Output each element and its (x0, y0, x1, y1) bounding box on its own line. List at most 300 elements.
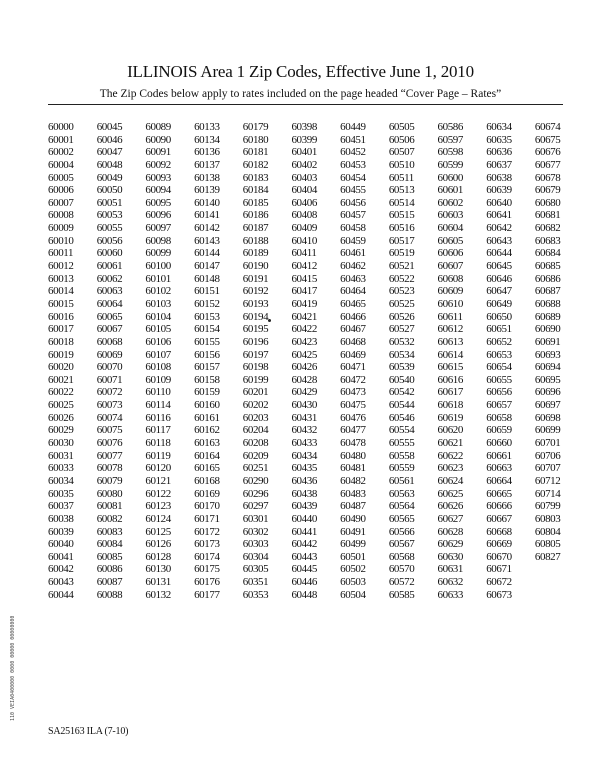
zip-code: 60461 (340, 247, 366, 260)
zip-code: 60011 (48, 247, 74, 260)
zip-code: 60539 (388, 361, 415, 374)
zip-code: 60680 (534, 196, 561, 209)
zip-code: 60007 (48, 196, 74, 209)
zip-code: 60165 (194, 462, 220, 475)
zip-code: 60419 (291, 297, 317, 310)
zip-code: 60190 (242, 260, 269, 273)
zip-code: 60515 (388, 209, 415, 222)
zip-code: 60153 (194, 310, 220, 323)
zip-code: 60019 (48, 348, 74, 361)
zip-code: 60014 (48, 285, 74, 298)
zip-code: 60198 (242, 361, 269, 374)
zip-code: 60482 (340, 474, 366, 487)
zip-column (438, 121, 487, 601)
zip-code: 60033 (48, 462, 74, 475)
zip-code: 60712 (534, 474, 561, 487)
zip-code: 60423 (291, 335, 317, 348)
zip-code: 60651 (486, 323, 512, 336)
zip-code: 60473 (340, 386, 366, 399)
zip-code: 60046 (96, 133, 123, 146)
zip-code: 60081 (96, 500, 123, 513)
zip-code: 60654 (486, 361, 512, 374)
zip-code: 60619 (437, 411, 464, 424)
zip-code: 60617 (437, 386, 464, 399)
zip-code: 60433 (291, 437, 317, 450)
zip-code: 60637 (486, 158, 512, 171)
zip-column (145, 121, 194, 601)
zip-code: 60607 (437, 260, 464, 273)
zip-code: 60296 (242, 487, 269, 500)
zip-code: 60180 (242, 133, 269, 146)
zip-code: 60053 (96, 209, 123, 222)
zip-code: 60132 (145, 588, 171, 601)
zip-code: 60641 (486, 209, 512, 222)
zip-code: 60070 (96, 361, 123, 374)
zip-code: 60428 (291, 373, 317, 386)
zip-code: 60303 (242, 538, 269, 551)
zip-code: 60503 (340, 576, 366, 589)
zip-code: 60665 (486, 487, 512, 500)
zip-code: 60695 (534, 373, 561, 386)
zip-code: 60555 (388, 437, 415, 450)
zip-code: 60679 (534, 184, 561, 197)
page-subtitle: The Zip Codes below apply to rates included on the page headed “Cover Page – Rates” (99, 88, 502, 100)
zip-code: 60290 (242, 474, 269, 487)
zip-code: 60699 (534, 424, 561, 437)
zip-code: 60483 (340, 487, 366, 500)
zip-code: 60696 (534, 386, 561, 399)
zip-code: 60191 (242, 272, 269, 285)
zip-code: 60478 (340, 437, 366, 450)
zip-code: 60088 (96, 588, 123, 601)
zip-code: 60476 (340, 411, 366, 424)
zip-code: 60639 (486, 184, 512, 197)
zip-code: 60134 (194, 133, 220, 146)
zip-code: 60131 (145, 576, 171, 589)
zip-code: 60085 (96, 550, 123, 563)
zip-code: 60055 (96, 222, 123, 235)
zip-column (340, 121, 389, 601)
zip-code: 60638 (486, 171, 512, 184)
zip-code: 60192 (242, 285, 269, 298)
zip-code: 60000 (48, 121, 74, 133)
zip-code: 60647 (486, 285, 512, 298)
zip-code: 60469 (340, 348, 366, 361)
zip-code: 60056 (96, 234, 123, 247)
zip-code: 60468 (340, 335, 366, 348)
zip-code: 60051 (96, 196, 123, 209)
zip-code: 60065 (96, 310, 123, 323)
zip-code: 60158 (194, 373, 220, 386)
zip-code: 60440 (291, 512, 317, 525)
form-id: SA25163 ILA (7-10) (48, 726, 129, 737)
zip-code: 60653 (486, 348, 512, 361)
zip-code: 60657 (486, 399, 512, 412)
zip-code: 60101 (145, 272, 171, 285)
zip-code: 60162 (194, 424, 220, 437)
zip-code: 60020 (48, 361, 74, 374)
zip-column (243, 121, 292, 601)
zip-code: 60091 (145, 146, 171, 159)
zip-code: 60451 (340, 133, 366, 146)
zip-code: 60098 (145, 234, 171, 247)
zip-code: 60675 (534, 133, 561, 146)
zip-code: 60472 (340, 373, 366, 386)
zip-code: 60006 (48, 184, 74, 197)
zip-code: 60603 (437, 209, 464, 222)
zip-code: 60408 (291, 209, 317, 222)
zip-code: 60456 (340, 196, 366, 209)
zip-code: 60645 (486, 260, 512, 273)
zip-code: 60147 (194, 260, 220, 273)
zip-code: 60514 (388, 196, 415, 209)
zip-code: 60172 (194, 525, 220, 538)
zip-code: 60620 (437, 424, 464, 437)
zip-code: 60624 (437, 474, 464, 487)
zip-code: 60452 (340, 146, 366, 159)
zip-code: 60177 (194, 588, 220, 601)
zip-code: 60660 (486, 437, 512, 450)
zip-code: 60507 (388, 146, 415, 159)
zip-code: 60034 (48, 474, 74, 487)
zip-code: 60404 (291, 184, 317, 197)
zip-code: 60195 (242, 323, 269, 336)
zip-code: 60612 (437, 323, 464, 336)
zip-code: 60102 (145, 285, 171, 298)
zip-code: 60546 (388, 411, 415, 424)
zip-code: 60417 (291, 285, 317, 298)
zip-code: 60012 (48, 260, 74, 273)
zip-code: 60443 (291, 550, 317, 563)
zip-code: 60686 (534, 272, 561, 285)
zip-code: 60154 (194, 323, 220, 336)
zip-column (291, 121, 340, 601)
zip-code: 60618 (437, 399, 464, 412)
zip-code: 60133 (194, 121, 220, 133)
title-underline (48, 104, 563, 105)
zip-code: 60119 (145, 449, 171, 462)
zip-code: 60628 (437, 525, 464, 538)
zip-code: 60043 (48, 576, 74, 589)
zip-code: 60677 (534, 158, 561, 171)
zip-code: 60425 (291, 348, 317, 361)
zip-code: 60466 (340, 310, 366, 323)
zip-code: 60475 (340, 399, 366, 412)
zip-code: 60706 (534, 449, 561, 462)
zip-code: 60442 (291, 538, 317, 551)
zip-code: 60173 (194, 538, 220, 551)
zip-code: 60609 (437, 285, 464, 298)
zip-code: 60201 (242, 386, 269, 399)
zip-code: 60432 (291, 424, 317, 437)
zip-code: 60139 (194, 184, 220, 197)
zip-column (486, 121, 535, 601)
zip-code: 60105 (145, 323, 171, 336)
zip-code: 60351 (242, 576, 269, 589)
zip-code: 60502 (340, 563, 366, 576)
zip-code: 60096 (145, 209, 171, 222)
zip-code: 60621 (437, 437, 464, 450)
zip-code: 60633 (437, 588, 464, 601)
zip-code: 60480 (340, 449, 366, 462)
zip-code: 60459 (340, 234, 366, 247)
zip-code: 60506 (388, 133, 415, 146)
zip-code: 60534 (388, 348, 415, 361)
zip-code: 60093 (145, 171, 171, 184)
zip-code: 60110 (145, 386, 171, 399)
zip-code: 60676 (534, 146, 561, 159)
zip-code: 60701 (534, 437, 561, 450)
zip-code: 60161 (194, 411, 220, 424)
zip-code: 60123 (145, 500, 171, 513)
zip-code: 60611 (437, 310, 463, 323)
zip-code: 60658 (486, 411, 512, 424)
zip-code: 60522 (388, 272, 415, 285)
zip-code: 60038 (48, 512, 74, 525)
zip-code: 60120 (145, 462, 171, 475)
zip-code: 60614 (437, 348, 464, 361)
zip-code: 60430 (291, 399, 317, 412)
zip-code: 60136 (194, 146, 220, 159)
zip-code: 60435 (291, 462, 317, 475)
zip-code: 60601 (437, 184, 464, 197)
zip-code: 60527 (388, 323, 415, 336)
zip-code: 60605 (437, 234, 464, 247)
zip-code: 60092 (145, 158, 171, 171)
zip-code: 60107 (145, 348, 171, 361)
zip-code: 60143 (194, 234, 220, 247)
zip-code: 60439 (291, 500, 317, 513)
zip-code: 60125 (145, 525, 171, 538)
zip-code: 60499 (340, 538, 366, 551)
zip-code: 60061 (96, 260, 123, 273)
zip-code: 60103 (145, 297, 171, 310)
zip-code: 60667 (486, 512, 512, 525)
zip-code: 60799 (534, 500, 561, 513)
zip-code: 60684 (534, 247, 561, 260)
zip-code-grid (48, 121, 584, 601)
zip-code: 60663 (486, 462, 512, 475)
zip-code: 60412 (291, 260, 317, 273)
zip-code: 60685 (534, 260, 561, 273)
zip-code: 60080 (96, 487, 123, 500)
zip-code: 60513 (388, 184, 415, 197)
zip-code: 60608 (437, 272, 464, 285)
zip-code: 60160 (194, 399, 220, 412)
zip-code: 60681 (534, 209, 561, 222)
zip-code: 60564 (388, 500, 415, 513)
zip-code: 60697 (534, 399, 561, 412)
zip-code: 60631 (437, 563, 464, 576)
zip-code: 60025 (48, 399, 74, 412)
zip-code: 60426 (291, 361, 317, 374)
zip-code: 60094 (145, 184, 171, 197)
zip-code: 60403 (291, 171, 317, 184)
zip-code: 60563 (388, 487, 415, 500)
zip-code: 60586 (437, 121, 464, 133)
zip-code: 60042 (48, 563, 74, 576)
zip-code: 60141 (194, 209, 220, 222)
zip-code: 60598 (437, 146, 464, 159)
zip-code: 60086 (96, 563, 123, 576)
zip-code: 60615 (437, 361, 464, 374)
zip-code: 60073 (96, 399, 123, 412)
zip-code: 60164 (194, 449, 220, 462)
zip-code: 60661 (486, 449, 512, 462)
zip-code: 60668 (486, 525, 512, 538)
zip-code: 60567 (388, 538, 415, 551)
zip-code: 60048 (96, 158, 123, 171)
zip-code: 60399 (291, 133, 317, 146)
zip-code: 60449 (340, 121, 366, 133)
zip-code: 60604 (437, 222, 464, 235)
zip-code: 60678 (534, 171, 561, 184)
zip-code: 60152 (194, 297, 220, 310)
zip-code: 60138 (194, 171, 220, 184)
zip-code: 60441 (291, 525, 317, 538)
zip-code: 60683 (534, 234, 561, 247)
zip-code: 60627 (437, 512, 464, 525)
zip-code: 60448 (291, 588, 317, 601)
zip-code: 60561 (388, 474, 415, 487)
zip-code: 60655 (486, 373, 512, 386)
zip-code: 60640 (486, 196, 512, 209)
zip-code: 60018 (48, 335, 74, 348)
zip-code: 60714 (534, 487, 561, 500)
zip-code: 60130 (145, 563, 171, 576)
zip-code: 60438 (291, 487, 317, 500)
zip-code: 60623 (437, 462, 464, 475)
zip-code: 60687 (534, 285, 561, 298)
zip-code: 60016 (48, 310, 74, 323)
zip-code: 60410 (291, 234, 317, 247)
zip-code: 60041 (48, 550, 74, 563)
zip-code: 60510 (388, 158, 415, 171)
zip-code: 60401 (291, 146, 317, 159)
zip-code: 60463 (340, 272, 366, 285)
zip-code: 60511 (388, 171, 414, 184)
zip-code: 60694 (534, 361, 561, 374)
zip-code: 60532 (388, 335, 415, 348)
zip-code: 60122 (145, 487, 171, 500)
zip-code: 60616 (437, 373, 464, 386)
zip-code: 60477 (340, 424, 366, 437)
zip-code: 60490 (340, 512, 366, 525)
zip-code: 60673 (486, 588, 512, 601)
zip-code: 60559 (388, 462, 415, 475)
zip-code: 60124 (145, 512, 171, 525)
zip-code: 60106 (145, 335, 171, 348)
zip-code: 60064 (96, 297, 123, 310)
zip-code: 60116 (145, 411, 171, 424)
zip-code: 60688 (534, 297, 561, 310)
zip-code: 60193 (242, 297, 269, 310)
zip-code: 60689 (534, 310, 561, 323)
zip-code: 60181 (242, 146, 269, 159)
zip-code: 60186 (242, 209, 269, 222)
zip-code: 60045 (96, 121, 123, 133)
zip-code: 60108 (145, 361, 171, 374)
zip-code: 60072 (96, 386, 123, 399)
zip-code: 60674 (534, 121, 561, 133)
zip-code: 60204 (242, 424, 269, 437)
zip-code: 60398 (291, 121, 317, 133)
zip-code: 60465 (340, 297, 366, 310)
zip-code: 60565 (388, 512, 415, 525)
zip-code: 60521 (388, 260, 415, 273)
zip-code: 60071 (96, 373, 123, 386)
zip-code: 60626 (437, 500, 464, 513)
zip-code: 60114 (145, 399, 171, 412)
side-barcode-text: 110 VEIA0400000 0000 00000 00000000 (10, 615, 16, 721)
zip-code: 60060 (96, 247, 123, 260)
zip-code: 60630 (437, 550, 464, 563)
zip-code: 60151 (194, 285, 220, 298)
zip-code: 60126 (145, 538, 171, 551)
zip-code: 60197 (242, 348, 269, 361)
zip-code: 60157 (194, 361, 220, 374)
zip-code: 60458 (340, 222, 366, 235)
zip-code: 60001 (48, 133, 74, 146)
zip-code: 60030 (48, 437, 74, 450)
zip-code: 60004 (48, 158, 74, 171)
zip-code: 60140 (194, 196, 220, 209)
zip-code: 60174 (194, 550, 220, 563)
zip-code: 60013 (48, 272, 74, 285)
zip-code: 60691 (534, 335, 561, 348)
zip-code: 60606 (437, 247, 464, 260)
zip-column (389, 121, 438, 601)
zip-code: 60148 (194, 272, 220, 285)
zip-code: 60646 (486, 272, 512, 285)
zip-code: 60501 (340, 550, 366, 563)
zip-code: 60659 (486, 424, 512, 437)
zip-code: 60804 (534, 525, 561, 538)
zip-code: 60084 (96, 538, 123, 551)
zip-code: 60610 (437, 297, 464, 310)
zip-code: 60117 (145, 424, 171, 437)
zip-code: 60137 (194, 158, 220, 171)
zip-code: 60188 (242, 234, 269, 247)
zip-code: 60517 (388, 234, 415, 247)
zip-code: 60525 (388, 297, 415, 310)
zip-code: 60163 (194, 437, 220, 450)
zip-code: 60082 (96, 512, 123, 525)
zip-code: 60672 (486, 576, 512, 589)
zip-code: 60008 (48, 209, 74, 222)
zip-code: 60632 (437, 576, 464, 589)
zip-code: 60644 (486, 247, 512, 260)
zip-code: 60516 (388, 222, 415, 235)
zip-code: 60523 (388, 285, 415, 298)
zip-code: 60026 (48, 411, 74, 424)
zip-code: 60171 (194, 512, 220, 525)
zip-code: 60209 (242, 449, 269, 462)
zip-code: 60037 (48, 500, 74, 513)
zip-code: 60196 (242, 335, 269, 348)
zip-code: 60693 (534, 348, 561, 361)
zip-code: 60175 (194, 563, 220, 576)
zip-code: 60144 (194, 247, 220, 260)
zip-code: 60568 (388, 550, 415, 563)
zip-code: 60047 (96, 146, 123, 159)
zip-code: 60599 (437, 158, 464, 171)
zip-code: 60069 (96, 348, 123, 361)
zip-code: 60471 (340, 361, 366, 374)
zip-code: 60040 (48, 538, 74, 551)
zip-code: 60415 (291, 272, 317, 285)
zip-code: 60505 (388, 121, 415, 133)
